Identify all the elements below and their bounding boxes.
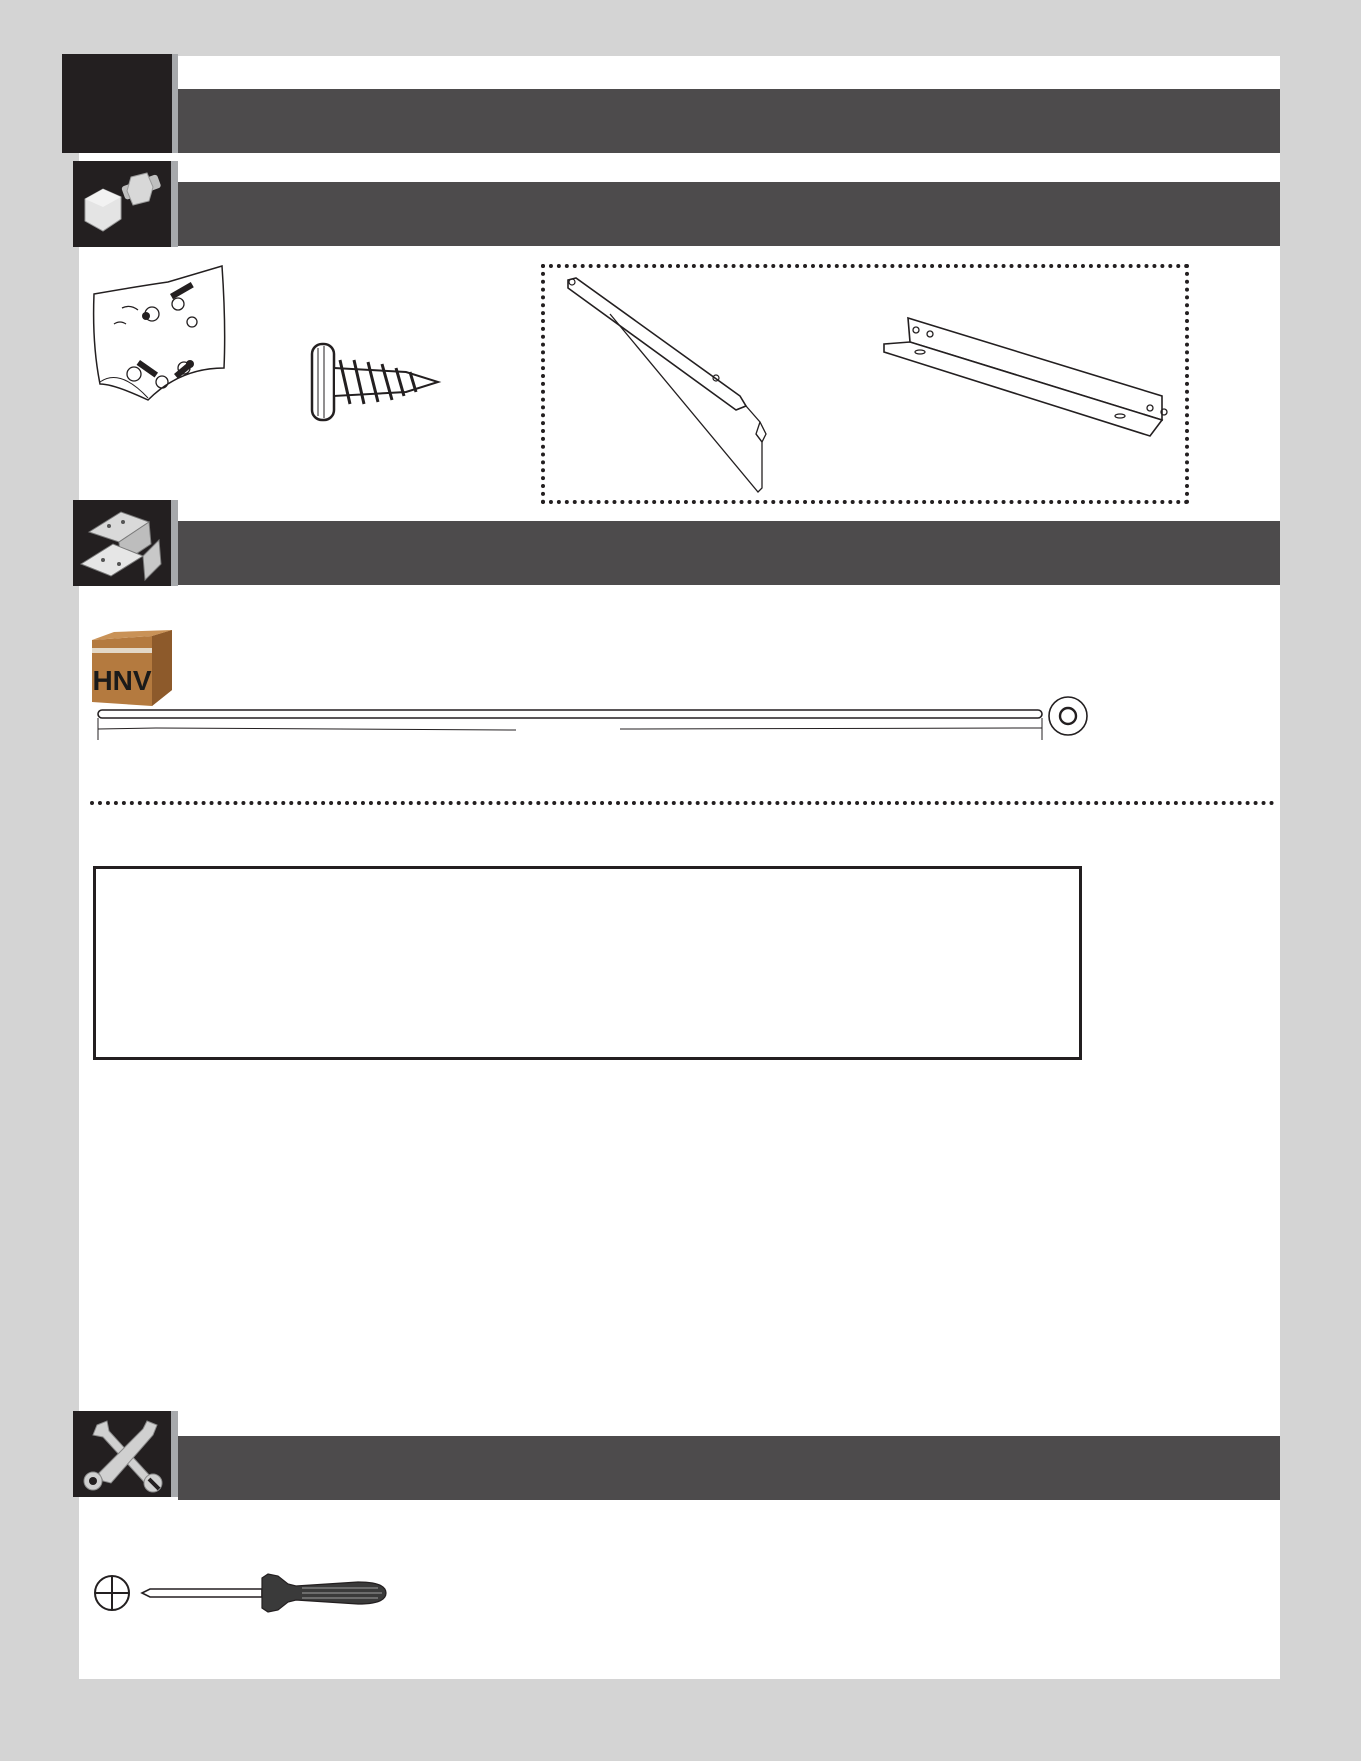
step-title-bar: [178, 89, 1280, 153]
step-number-block: [62, 54, 172, 153]
box-label: HNV: [92, 665, 152, 696]
note-box: [93, 866, 1082, 1060]
angle-rail-icon: [880, 312, 1180, 452]
bolt-nut-icon: [73, 161, 171, 247]
wrenches-icon: [73, 1411, 171, 1497]
brackets-icon: [73, 500, 171, 586]
hardware-section-bar: [178, 182, 1280, 246]
hardware-bag-icon: [90, 264, 230, 406]
tools-icon-accent: [171, 1411, 178, 1497]
parts-section-bar: [178, 521, 1280, 585]
hnv-box-icon: [90, 628, 174, 710]
hardware-icon-accent: [171, 161, 178, 247]
phillips-screwdriver-icon: [92, 1568, 392, 1618]
parts-icon-accent: [171, 500, 178, 586]
rod-icon: [96, 700, 1096, 750]
screw-icon: [310, 342, 440, 422]
tools-section-bar: [178, 1436, 1280, 1500]
shelf-bracket-icon: [560, 274, 780, 504]
note-text: [96, 869, 1079, 901]
section-divider: [90, 801, 1275, 805]
